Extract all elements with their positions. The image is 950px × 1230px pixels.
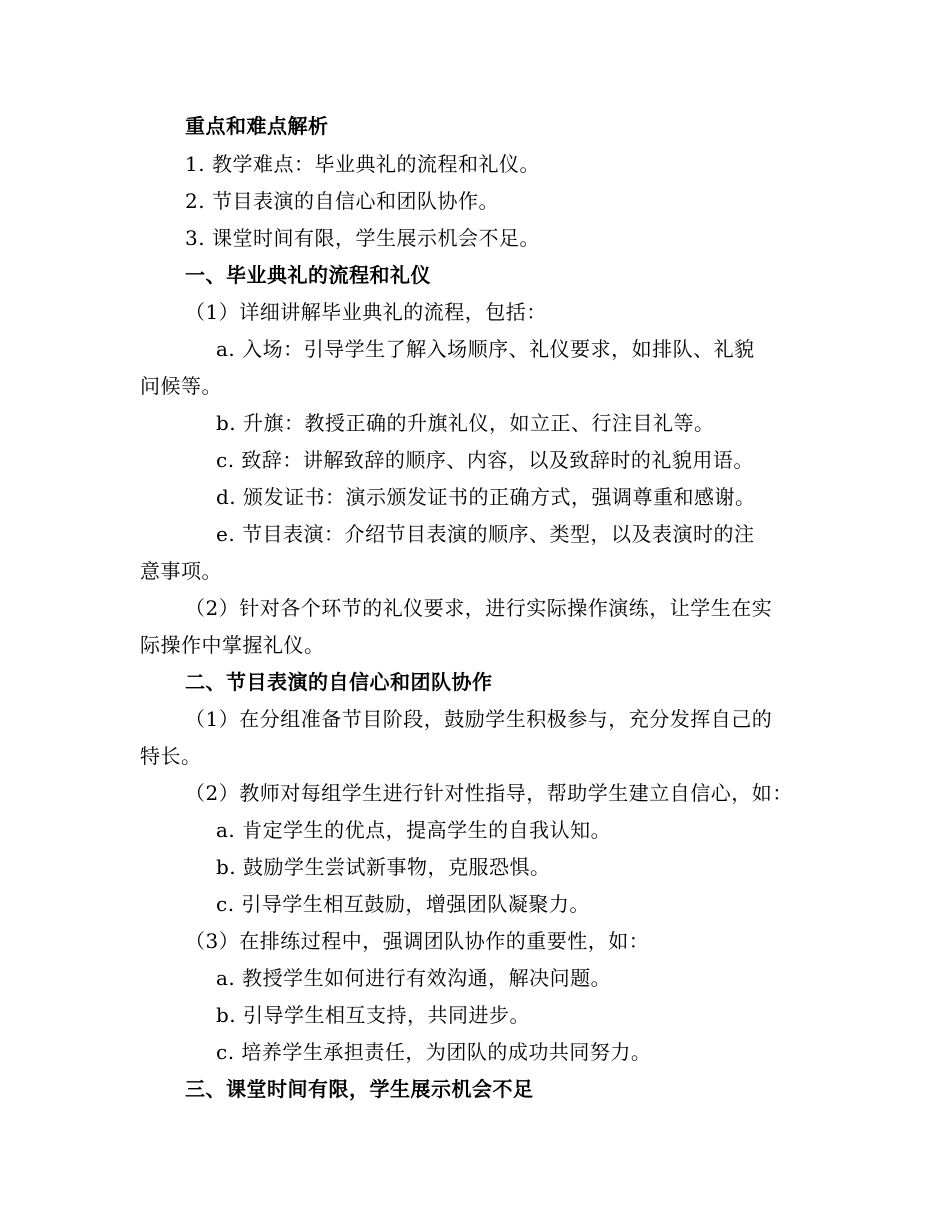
section-1-item-b: b. 升旗：教授正确的升旗礼仪，如立正、行注目礼等。 [216,411,715,435]
section-1-paragraph-1: （1）详细讲解毕业典礼的流程，包括： [185,300,547,324]
section-2-paragraph-2-item-a: a. 肯定学生的优点，提高学生的自我认知。 [216,818,612,842]
section-1-item-d: d. 颁发证书：演示颁发证书的正确方式，强调尊重和感谢。 [216,485,756,509]
summary-item-2: 2. 节目表演的自信心和团队协作。 [185,189,499,213]
section-1-paragraph-2: （2）针对各个环节的礼仪要求，进行实际操作演练，让学生在实 [185,596,773,620]
section-2-paragraph-3-item-a: a. 教授学生如何进行有效沟通，解决问题。 [216,966,612,990]
section-2-paragraph-3-item-b: b. 引导学生相互支持，共同进步。 [216,1003,531,1027]
summary-item-3: 3. 课堂时间有限，学生展示机会不足。 [185,226,540,250]
section-2-paragraph-2: （2）教师对每组学生进行针对性指导，帮助学生建立自信心，如： [185,781,793,805]
section-1-item-a-continued: 问候等。 [140,374,222,398]
section-2-paragraph-1: （1）在分组准备节目阶段，鼓励学生积极参与，充分发挥自己的 [185,707,773,731]
section-1-item-e: e. 节目表演：介绍节目表演的顺序、类型，以及表演时的注 [216,522,755,546]
section-2-title: 二、节目表演的自信心和团队协作 [185,670,493,694]
section-2-paragraph-3-item-c: c. 培养学生承担责任，为团队的成功共同努力。 [216,1040,652,1064]
section-1-paragraph-2-continued: 际操作中掌握礼仪。 [140,633,325,657]
section-2-paragraph-1-continued: 特长。 [140,744,202,768]
summary-item-1: 1. 教学难点：毕业典礼的流程和礼仪。 [185,152,540,176]
section-2-paragraph-3: （3）在排练过程中，强调团队协作的重要性，如： [185,929,650,953]
heading: 重点和难点解析 [185,114,329,138]
section-2-paragraph-2-item-c: c. 引导学生相互鼓励，增强团队凝聚力。 [216,892,590,916]
section-1-item-e-continued: 意事项。 [140,559,222,583]
section-2-paragraph-2-item-b: b. 鼓励学生尝试新事物，克服恐惧。 [216,855,551,879]
section-1-item-c: c. 致辞：讲解致辞的顺序、内容，以及致辞时的礼貌用语。 [216,448,754,472]
section-1-item-a: a. 入场：引导学生了解入场顺序、礼仪要求，如排队、礼貌 [216,337,755,361]
section-1-title: 一、毕业典礼的流程和礼仪 [185,263,431,287]
section-3-title: 三、课堂时间有限，学生展示机会不足 [185,1077,534,1101]
